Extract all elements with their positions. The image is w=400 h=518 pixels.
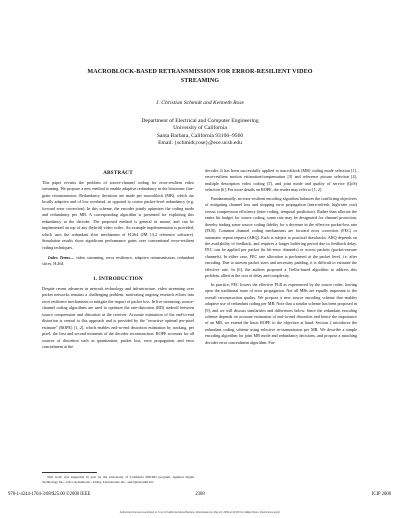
right-paragraph-1: decoder. It has been successfully applied to macroblock (MB) coding mode selection [1], error-resilient motion estimation/compensation [3] and reference picture selection [4], multiple description video coding [5], and joint mode and quality of service (QoS) selection [6]. For more details on ROPE, the reader may refer to [1, 2]. xyxy=(205,168,357,193)
introduction-heading: 1. INTRODUCTION xyxy=(93,275,143,282)
abstract-heading: ABSTRACT xyxy=(103,170,133,176)
index-terms xyxy=(42,255,194,268)
abstract-text: This paper revisits the problem of source-channel coding for error-resilient video streaming. We propose a new method to enable adaptive redundancy in the bitstream: fine-grain retransmission. Redundancy decisions are made per macroblock (MB), which are locally adaptive and of low overhead, as opposed to coarse packet-level redundancy (e.g. forward error correction). In this scheme, the encoder jointly optimizes the coding mode and redundancy per MB. A corresponding algorithm is presented for exploiting this redundancy at the decoder. The proposed method is general in nature, and can be implemented on top of any (hybrid) video codec. An example implementation is provided, which uses the redundant slice mechanism of H.264 (JM 13.2 reference software). Simulation results show significant performance gains over conventional error-resilient coding techniques. xyxy=(42,180,194,250)
right-paragraph-3: In practice, FEC lowers the effective PLR as experienced by the source coder, leaving open the traditional issue of error propagation. Not all MBs are equally important to the overall reconstruction quality. We propose a new source encoding scheme that enables adaptive use of redundant coding per MB. Note that a similar scheme has been proposed in [9], and we will discuss similarities and differences below. Since the redundant encoding scheme depends on accurate estimation of end-to-end distortion and hence the importance of an MB, we extend the basic ROPE to the objective at hand. Section 2 introduces the redundant coding scheme using selective re-transmission per MB. We describe a simple encoding algorithm for joint MB mode and redundancy decisions, and propose a matching decoder error concealment algorithm. Fur- xyxy=(205,281,357,345)
paper-authors: J. Christian Schmidt and Kenneth Rose xyxy=(156,100,244,106)
left-column xyxy=(42,170,194,352)
footnote-rule xyxy=(42,472,97,473)
paper-title xyxy=(60,68,340,85)
right-paragraph-2: Fundamentally, an error-resilient encoding algorithm balances the conflicting objectives of mitigating channel loss and stopping error propagation (intra-refresh, high-rate cost) versus compression efficiency (inter-coding, temporal prediction). Rather than allocate the entire bit budget for source coding, some rate may be designated for channel protection, thereby trading some source coding fidelity for a decrease in the effective packet-loss rate (PLR). Common channel coding mechanisms are forward error correction (FEC) or automatic repeat request (ARQ). Each is subject to practical drawbacks: ARQ depends on the availability of feedback, and requires a longer buffering period due to feedback delay. FEC can be applied per packet (in bit-error channels) or across packets (packet-erasure channels). In either case, FEC rate allocation is performed at the packet level, i.e. after encoding. Due to uneven packet sizes and necessary padding, it is difficult to estimate the effective rate. In [6], the authors proposed a Trellis-based algorithm to address this problem, albeit at the cost of delay and complexity. xyxy=(205,195,357,279)
funding-footnote: This work was supported in part by the University of California MICRO program, Applied Signal Technology Inc., Cisco Systems Inc., Dolby Laboratories Inc., and Qualcomm Inc. xyxy=(42,475,194,484)
affiliation-department: Department of Electrical and Computer Engineering xyxy=(141,118,259,124)
paper-title-line-1: MACROBLOCK-BASED RETRANSMISSION FOR ERROR-RESILIENT VIDEO xyxy=(87,69,313,75)
index-terms-label: Index Terms— xyxy=(48,254,75,260)
footer-isbn: 978-1-4244-1764-3/08/$25.00 ©2008 IEEE xyxy=(8,492,91,497)
index-terms-text: video streaming, error resilience, adaptive retransmission, redundant slices, H.264 xyxy=(42,254,194,267)
footer-conference: ICIP 2008 xyxy=(371,492,391,497)
paper-title-line-2: STREAMING xyxy=(180,77,220,84)
right-column xyxy=(205,168,357,348)
affiliation-university: University of California xyxy=(173,125,227,132)
affiliation-email: Email: {schmidt,rose}@ece.ucsb.edu xyxy=(158,140,242,147)
affiliation-block xyxy=(80,118,320,148)
license-notice: Authorized licensed use limited to: Univ of California-Santa Barbara. Downloaded on May 24, 2009 at 16:09 from IEEE Xplore. Restrictions apply. xyxy=(119,511,281,514)
footer-page-number: 2308 xyxy=(195,492,205,497)
introduction-text: Despite recent advances in network technology and infrastructure, video streaming over packet networks remains a challenging problem, motivating ongoing research efforts into error resilience mechanisms to mitigate the impact of packet loss. In live streaming, source-channel coding algorithms are used to optimize the rate-distortion (RD) tradeoff between source compression and distortion at the receiver. Accurate estimation of the end-to-end distortion is central to this approach and is provided by the "recursive optimal per-pixel estimate" (ROPE) [1, 2], which enables end-to-end distortion estimation by tracking, per pixel, the first and second moments of the decoder reconstruction. ROPE accounts for all sources of distortion such as quantization, packet loss, error propagation, and error concealment at the xyxy=(42,285,194,349)
affiliation-location: Santa Barbara, California 93106–9560 xyxy=(156,132,244,139)
